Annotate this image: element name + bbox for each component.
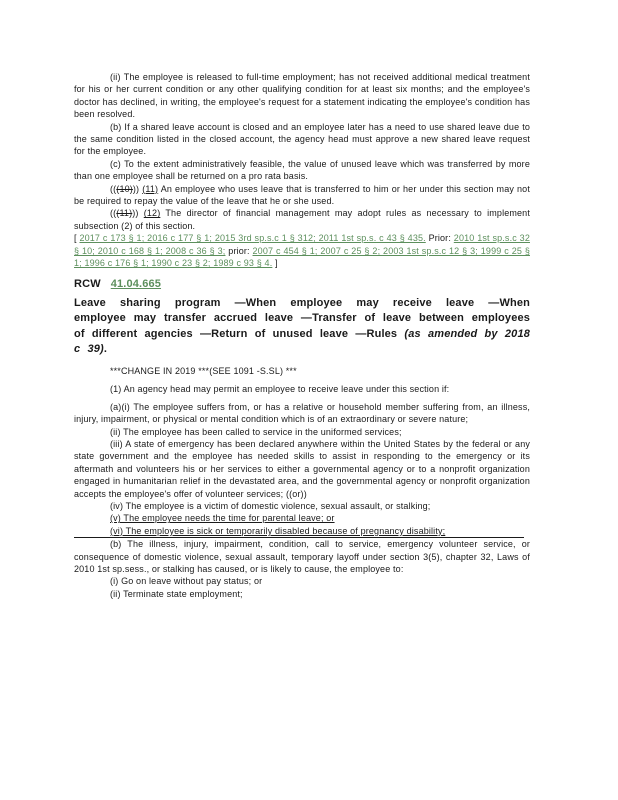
rcw-number-link[interactable]: 41.04.665 xyxy=(110,277,162,290)
citation-prior-1: Prior: xyxy=(425,233,454,244)
paragraph-12-rules xyxy=(74,207,530,232)
amend-open: (( xyxy=(110,183,117,194)
citation-open-bracket: [ xyxy=(74,233,77,244)
subsection-1: (1) An agency head may permit an employee to receive leave under this section if: xyxy=(110,384,450,395)
heading-period: . xyxy=(103,343,108,356)
citation-link-1[interactable]: 2017 c 173 § 1; 2016 c 177 § 1; 2015 3rd sp.s.c 1 § 312; 2011 1st sp.s. c 43 § 435. xyxy=(79,233,426,244)
amend-close: )) xyxy=(132,208,144,219)
new-number: (12) xyxy=(143,208,161,219)
new-number: (11) xyxy=(142,183,159,194)
subsection-1a-i: (a)(i) The employee suffers from, or has a relative or household member suffering from, an illness, injury, impairment, or physical or mental condition which is of an extraordinary or severe nature; xyxy=(74,401,530,425)
subsection-1b-i: (i) Go on leave without pay status; or xyxy=(110,576,263,587)
subsection-1b-ii: (ii) Terminate state employment; xyxy=(110,588,243,599)
paragraph-11-repay xyxy=(74,183,530,208)
heading-text: Leave sharing program —When employee may receive leave —When employee may transfer accrued leave —Transfer of leave between employees of different agencies —Return of unused leave —Rules xyxy=(74,296,530,340)
subsection-1a-iv: (iv) The employee is a victim of domestic violence, sexual assault, or stalking; xyxy=(110,500,431,511)
section-heading xyxy=(74,296,530,358)
citation-block xyxy=(74,232,530,269)
subsection-1a-iii: (iii) A state of emergency has been declared anywhere within the United States by the federal or any state government and the employee has needed skills to assist in responding to the emergency or its aftermath and volunteers his or her services to either a governmental agency or to a nonprofit organization engaged in humanitarian relief in the devastated area, and the governmental agency or nonprofit organization accepts the employee's offer of volunteer services; ((or)) xyxy=(74,438,530,499)
amend-open: (( xyxy=(110,208,117,219)
paragraph-text: An employee who uses leave that is transferred to him or her under this section may not be required to repay the value of the leave that he or she used. xyxy=(74,183,530,207)
subsection-1b: (b) The illness, injury, impairment, condition, call to service, emergency volunteer service, or consequence of domestic violence, sexual assault, temporary layoff under section 3(5), chapter 32, Laws of 2010 1st sp.sess., or stalking has caused, or is likely to cause, the employee to: xyxy=(74,539,530,574)
rcw-section-header xyxy=(74,277,530,292)
citation-link-2[interactable]: 2010 1st sp.s.c 32 § 10; 2010 c 168 § 1; 2008 c 36 § 3; xyxy=(74,233,530,256)
paragraph-text: The director of financial management may adopt rules as necessary to implement subsection (2) of this section. xyxy=(74,208,530,231)
amend-close: )) xyxy=(132,183,143,194)
citation-prior-2: prior: xyxy=(225,245,253,256)
struck-number: (10) xyxy=(116,183,133,194)
paragraph-ii-released: (ii) The employee is released to full-time employment; has not received additional medical treatment for his or her current condition or any other qualifying condition for at least six months; and the employee's doctor has declined, in writing, the employee's request for a statement indicating the employee's condition has been resolved. xyxy=(74,72,530,120)
paragraph-b-closed-account: (b) If a shared leave account is closed and an employee later has a need to use shared leave due to the same condition listed in the closed account, the agency head must approve a new shared leave request for the employee. xyxy=(74,121,530,157)
change-note: ***CHANGE IN 2019 ***(SEE 1091 -S.SL) *** xyxy=(110,365,297,376)
paragraph-c-pro-rata: (c) To the extent administratively feasible, the value of unused leave which was transferred by more than one employee shall be returned on a pro rata basis. xyxy=(74,158,530,182)
heading-amended-note: (as amended by 2018 c 39) xyxy=(74,327,530,356)
rcw-label: RCW xyxy=(74,277,101,290)
subsection-1a-v: (v) The employee needs the time for parental leave; or xyxy=(110,513,335,524)
subsection-1a-ii: (ii) The employee has been called to service in the uniformed services; xyxy=(110,426,402,437)
citation-link-3[interactable]: 2007 c 454 § 1; 2007 c 25 § 2; 2003 1st sp.s.c 12 § 3; 1999 c 25 § 1; 1996 c 176 § 1; 1990 c 23 § 2; 1989 c 93 § 4. xyxy=(74,245,530,269)
subsection-1a-vi: (vi) The employee is sick or temporarily disabled because of pregnancy disability; xyxy=(74,525,524,538)
document-page xyxy=(74,71,530,600)
citation-close-bracket: ] xyxy=(275,258,278,269)
struck-number: (11) xyxy=(116,208,133,219)
